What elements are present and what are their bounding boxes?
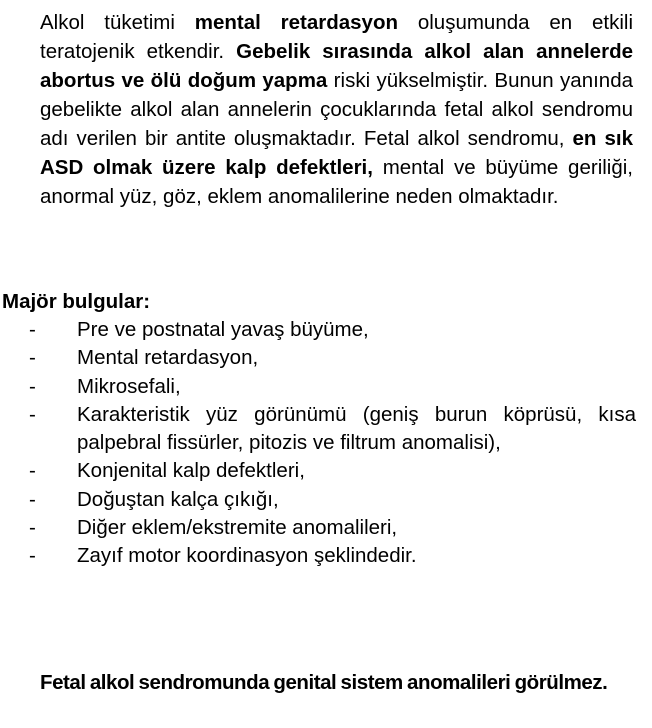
list-item <box>0 542 636 570</box>
list-item <box>0 316 636 344</box>
list-item-text: Mental retardasyon, <box>77 346 259 370</box>
bullet-dash: - <box>29 374 36 398</box>
bullet-dash: - <box>29 402 36 426</box>
major-findings-list <box>0 316 652 571</box>
list-item <box>0 373 636 401</box>
bullet-dash: - <box>29 318 36 341</box>
bullet-dash: - <box>29 459 36 483</box>
intro-bold-asd: en sık ASD olmak üzere kalp defektleri, <box>40 127 633 179</box>
major-findings-heading: Majör bulgular: <box>2 290 151 313</box>
list-item-text: Mikrosefali, <box>77 374 181 398</box>
list-item-text: Pre ve postnatal yavaş büyüme, <box>77 318 369 341</box>
intro-bold-gebelik: Gebelik sırasında alkol alan annelerde abortus ve ölü doğum yapma <box>40 40 633 92</box>
intro-text: Alkol tüketimi <box>40 11 195 34</box>
intro-paragraph <box>40 8 633 211</box>
list-item-text: Konjenital kalp defektleri, <box>77 459 305 483</box>
list-item <box>0 401 636 458</box>
bullet-dash: - <box>29 346 36 370</box>
list-item <box>0 486 636 514</box>
list-item-text: Doğuştan kalça çıkığı, <box>77 487 279 511</box>
list-item-text: Karakteristik yüz görünümü (geniş burun köprüsü, kısa palpebral fissürler, pitozis ve filtrum anomalisi), <box>77 402 636 455</box>
intro-text: mental ve büyüme geriliği, anormal yüz, göz, eklem anomalilerine neden olmaktadır. <box>40 156 634 208</box>
conclusion-paragraph: Fetal alkol sendromunda genital sistem anomalileri görülmez. <box>40 671 608 694</box>
list-item-text: Diğer eklem/ekstremite anomalileri, <box>77 516 398 540</box>
intro-text: oluşumunda en etkili teratojenik etkendir. <box>40 11 633 63</box>
intro-text: riski yükselmiştir. Bunun yanında gebelikte alkol alan annelerin çocuklarında fetal alkol sendromu adı verilen bir antite oluşmaktadır. Fetal alkol sendromu, <box>40 69 633 150</box>
bullet-dash: - <box>29 516 36 540</box>
bullet-dash: - <box>29 544 36 568</box>
list-item <box>0 457 636 485</box>
bullet-dash: - <box>29 487 36 511</box>
intro-bold-mental-retardasyon: mental retardasyon <box>194 11 398 34</box>
list-item-text: Zayıf motor koordinasyon şeklindedir. <box>77 544 417 568</box>
list-item <box>0 514 636 542</box>
list-item <box>0 344 636 372</box>
